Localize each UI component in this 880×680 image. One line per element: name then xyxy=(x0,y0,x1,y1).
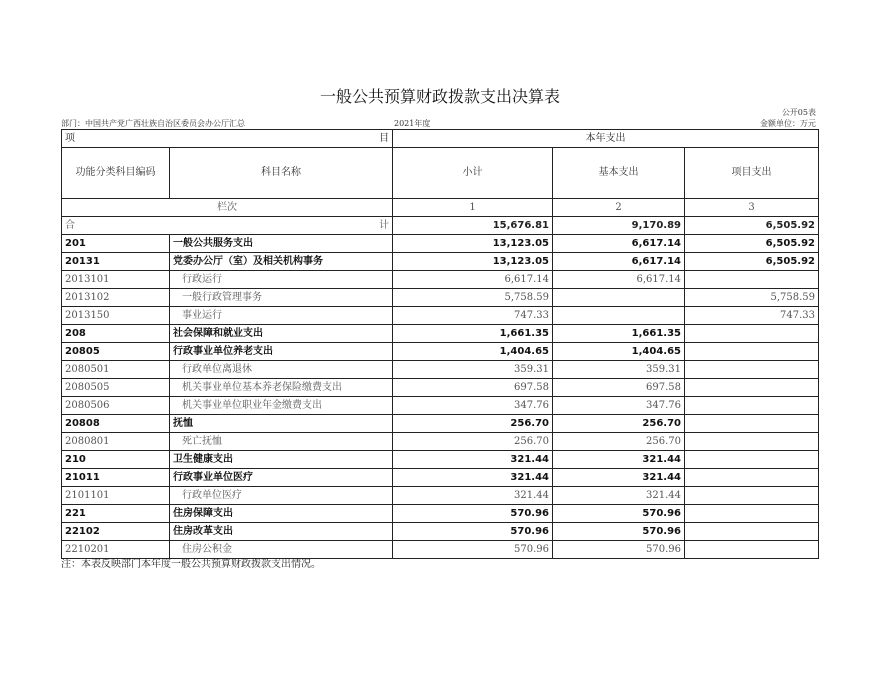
form-code: 公开05表 xyxy=(781,108,816,117)
row-name: 事业运行 xyxy=(170,307,393,325)
row-name: 抚恤 xyxy=(170,415,393,433)
row-code: 2101101 xyxy=(62,487,170,505)
row-subtotal: 570.96 xyxy=(393,505,553,523)
row-project xyxy=(685,487,819,505)
row-subtotal: 697.58 xyxy=(393,379,553,397)
row-basic: 697.58 xyxy=(553,379,685,397)
header-basic: 基本支出 xyxy=(553,148,685,199)
col-index-2: 2 xyxy=(553,199,685,217)
expenditure-table xyxy=(61,129,819,559)
col-index-3: 3 xyxy=(685,199,819,217)
row-basic: 6,617.14 xyxy=(553,235,685,253)
row-name: 卫生健康支出 xyxy=(170,451,393,469)
row-project: 6,505.92 xyxy=(685,253,819,271)
row-subtotal: 359.31 xyxy=(393,361,553,379)
column-index-row xyxy=(62,199,819,217)
row-basic: 570.96 xyxy=(553,505,685,523)
row-name: 一般公共服务支出 xyxy=(170,235,393,253)
table-row xyxy=(62,505,819,523)
row-name: 行政事业单位医疗 xyxy=(170,469,393,487)
total-subtotal: 15,676.81 xyxy=(393,217,553,235)
row-code: 2080801 xyxy=(62,433,170,451)
table-row xyxy=(62,271,819,289)
header-mu: 目 xyxy=(379,132,389,144)
row-subtotal: 321.44 xyxy=(393,451,553,469)
row-subtotal: 321.44 xyxy=(393,487,553,505)
table-row xyxy=(62,289,819,307)
table-row xyxy=(62,379,819,397)
header-subtotal: 小计 xyxy=(393,148,553,199)
row-code: 2013150 xyxy=(62,307,170,325)
table-row xyxy=(62,253,819,271)
row-name: 党委办公厅（室）及相关机构事务 xyxy=(170,253,393,271)
row-code: 2013102 xyxy=(62,289,170,307)
row-name: 住房保障支出 xyxy=(170,505,393,523)
row-project xyxy=(685,469,819,487)
total-project: 6,505.92 xyxy=(685,217,819,235)
row-code: 2210201 xyxy=(62,541,170,559)
row-name: 机关事业单位基本养老保险缴费支出 xyxy=(170,379,393,397)
header-project: 项目支出 xyxy=(685,148,819,199)
row-name: 社会保障和就业支出 xyxy=(170,325,393,343)
row-project xyxy=(685,451,819,469)
total-row xyxy=(62,217,819,235)
header-xiang: 项 xyxy=(65,132,75,144)
total-ji: 计 xyxy=(379,219,389,231)
row-code: 2080505 xyxy=(62,379,170,397)
row-project xyxy=(685,505,819,523)
row-basic: 321.44 xyxy=(553,451,685,469)
row-project: 5,758.59 xyxy=(685,289,819,307)
row-subtotal: 256.70 xyxy=(393,433,553,451)
row-subtotal: 321.44 xyxy=(393,469,553,487)
total-he: 合 xyxy=(65,219,75,231)
row-project: 6,505.92 xyxy=(685,235,819,253)
row-name: 行政事业单位养老支出 xyxy=(170,343,393,361)
total-basic: 9,170.89 xyxy=(553,217,685,235)
row-basic: 256.70 xyxy=(553,433,685,451)
table-row xyxy=(62,397,819,415)
row-code: 20131 xyxy=(62,253,170,271)
row-project xyxy=(685,325,819,343)
row-subtotal: 13,123.05 xyxy=(393,253,553,271)
row-code: 2080506 xyxy=(62,397,170,415)
row-basic: 321.44 xyxy=(553,469,685,487)
row-name: 死亡抚恤 xyxy=(170,433,393,451)
row-code: 221 xyxy=(62,505,170,523)
row-subtotal: 1,661.35 xyxy=(393,325,553,343)
table-row xyxy=(62,523,819,541)
row-code: 201 xyxy=(62,235,170,253)
row-name: 机关事业单位职业年金缴费支出 xyxy=(170,397,393,415)
row-name: 行政运行 xyxy=(170,271,393,289)
header-row-2 xyxy=(62,148,819,199)
row-project xyxy=(685,343,819,361)
row-subtotal: 747.33 xyxy=(393,307,553,325)
row-subtotal: 347.76 xyxy=(393,397,553,415)
row-basic: 6,617.14 xyxy=(553,271,685,289)
row-code: 208 xyxy=(62,325,170,343)
row-name: 行政单位离退休 xyxy=(170,361,393,379)
page-title: 一般公共预算财政拨款支出决算表 xyxy=(319,87,560,106)
row-subtotal: 13,123.05 xyxy=(393,235,553,253)
row-project xyxy=(685,433,819,451)
row-code: 22102 xyxy=(62,523,170,541)
row-basic: 321.44 xyxy=(553,487,685,505)
table-row xyxy=(62,343,819,361)
row-name: 行政单位医疗 xyxy=(170,487,393,505)
row-project xyxy=(685,397,819,415)
footnote: 注：本表反映部门本年度一般公共预算财政拨款支出情况。 xyxy=(61,559,321,570)
row-project xyxy=(685,379,819,397)
row-code: 20805 xyxy=(62,343,170,361)
row-basic: 347.76 xyxy=(553,397,685,415)
row-basic: 6,617.14 xyxy=(553,253,685,271)
row-project xyxy=(685,541,819,559)
total-label xyxy=(62,217,393,235)
table-row xyxy=(62,325,819,343)
row-project xyxy=(685,361,819,379)
row-name: 一般行政管理事务 xyxy=(170,289,393,307)
row-basic: 570.96 xyxy=(553,541,685,559)
row-subtotal: 5,758.59 xyxy=(393,289,553,307)
unit-label: 金额单位：万元 xyxy=(760,119,816,128)
table-row xyxy=(62,487,819,505)
row-project xyxy=(685,415,819,433)
header-xiangmu xyxy=(62,130,393,148)
table-row xyxy=(62,361,819,379)
row-basic: 1,661.35 xyxy=(553,325,685,343)
row-project: 747.33 xyxy=(685,307,819,325)
row-basic xyxy=(553,307,685,325)
table-row xyxy=(62,415,819,433)
row-name: 住房改革支出 xyxy=(170,523,393,541)
header-name: 科目名称 xyxy=(170,148,393,199)
table-row xyxy=(62,451,819,469)
col-index-1: 1 xyxy=(393,199,553,217)
table-row xyxy=(62,433,819,451)
table-row xyxy=(62,307,819,325)
row-code: 210 xyxy=(62,451,170,469)
row-code: 21011 xyxy=(62,469,170,487)
row-basic: 1,404.65 xyxy=(553,343,685,361)
row-project xyxy=(685,271,819,289)
row-subtotal: 256.70 xyxy=(393,415,553,433)
row-code: 2080501 xyxy=(62,361,170,379)
header-row-1 xyxy=(62,130,819,148)
row-project xyxy=(685,523,819,541)
table-row xyxy=(62,235,819,253)
year-label: 2021年度 xyxy=(394,119,431,128)
department-label: 部门：中国共产党广西壮族自治区委员会办公厅汇总 xyxy=(61,119,245,128)
table-row xyxy=(62,469,819,487)
row-subtotal: 570.96 xyxy=(393,523,553,541)
row-code: 2013101 xyxy=(62,271,170,289)
row-basic: 256.70 xyxy=(553,415,685,433)
lanci-label: 栏次 xyxy=(62,199,393,217)
row-subtotal: 570.96 xyxy=(393,541,553,559)
row-basic: 359.31 xyxy=(553,361,685,379)
header-current-year: 本年支出 xyxy=(393,130,819,148)
row-basic: 570.96 xyxy=(553,523,685,541)
row-code: 20808 xyxy=(62,415,170,433)
row-basic xyxy=(553,289,685,307)
header-code: 功能分类科目编码 xyxy=(62,148,170,199)
row-subtotal: 1,404.65 xyxy=(393,343,553,361)
row-name: 住房公积金 xyxy=(170,541,393,559)
row-subtotal: 6,617.14 xyxy=(393,271,553,289)
